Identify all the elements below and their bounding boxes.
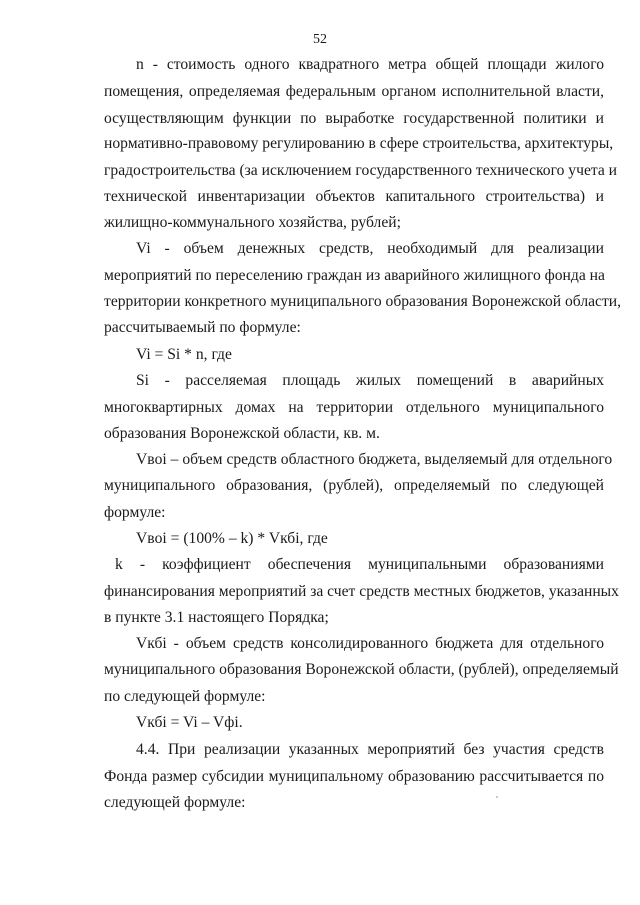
text-line: жилищно-коммунального хозяйства, рублей; [104,214,401,231]
text-line: помещения, определяемая федеральным органом исполнительной власти, [104,83,604,100]
text-line: нормативно-правовому регулированию в сфере строительства, архитектуры, [104,135,614,152]
text-line: территории конкретного муниципального образования Воронежской области, [104,293,622,310]
text-line: технической инвентаризации объектов капитального строительства) и [104,188,604,205]
text-line: муниципального образования, (рублей), определяемый по следующей [104,477,604,494]
formula-line: Vi = Si * n, где [136,346,232,363]
text-line: Vкбi - объем средств консолидированного бюджета для отдельного [136,635,604,652]
text-line: Si - расселяемая площадь жилых помещений в аварийных [136,372,604,389]
scan-speck [496,796,498,798]
formula-line: Vкбi = Vi – Vфi. [136,714,243,731]
page-number: 52 [313,32,327,47]
text-line: формуле: [104,504,166,521]
text-line: мероприятий по переселению граждан из аварийного жилищного фонда на [104,267,605,284]
text-line: образования Воронежской области, кв. м. [104,425,380,442]
text-line: финансирования мероприятий за счет средств местных бюджетов, указанных [104,583,619,600]
text-line: рассчитываемый по формуле: [104,319,301,336]
formula-line: Vвoi = (100% – k) * Vкбi, где [136,530,328,547]
text-line: Vвoi – объем средств областного бюджета, выделяемый для отдельного [136,451,613,468]
text-line: Фонда размер субсидии муниципальному образованию рассчитывается по [104,768,604,785]
text-line: следующей формуле: [104,794,246,811]
text-line: n - стоимость одного квадратного метра общей площади жилого [136,56,604,73]
text-line: осуществляющим функции по выработке государственной политики и [104,110,604,127]
text-line: муниципального образования Воронежской области, (рублей), определяемый [104,661,619,678]
text-line: Vi - объем денежных средств, необходимый для реализации [136,240,604,257]
text-line: в пункте 3.1 настоящего Порядка; [104,609,329,626]
text-line: по следующей формуле: [104,688,266,705]
text-line: многоквартирных домах на территории отдельного муниципального [104,399,604,416]
text-line: k - коэффициент обеспечения муниципальными образованиями [115,556,604,573]
text-line: 4.4. При реализации указанных мероприятий без участия средств [136,741,604,758]
text-line: градостроительства (за исключением государственного технического учета и [104,162,618,179]
